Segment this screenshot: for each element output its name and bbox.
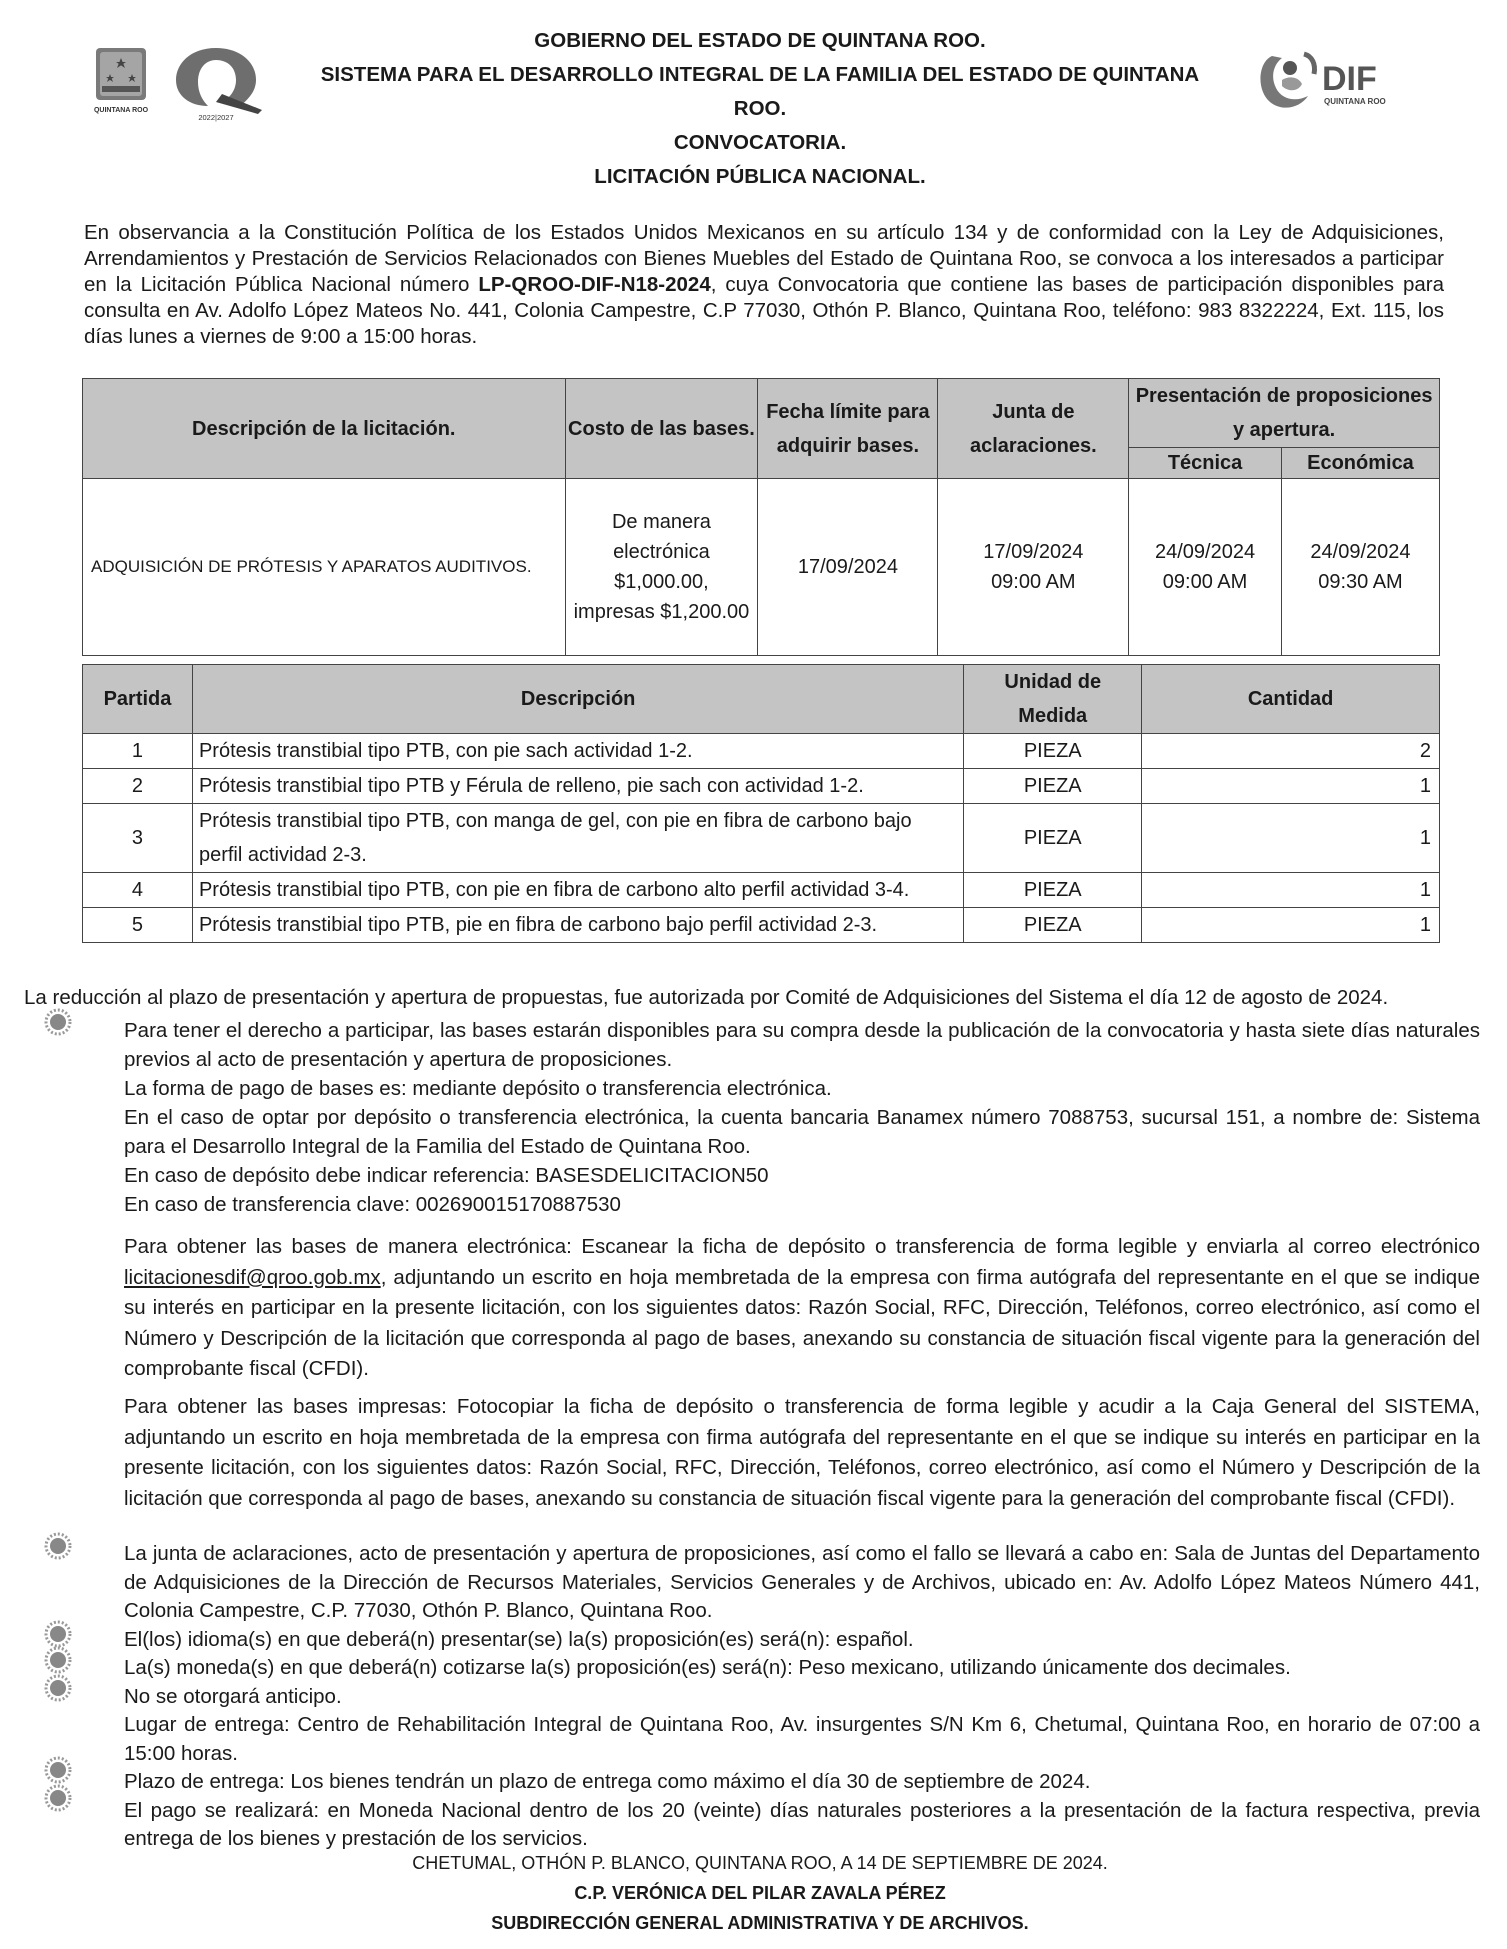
document-footer xyxy=(250,1848,1270,1938)
tecnica-fecha: 24/09/2024 xyxy=(1155,541,1256,563)
condition-item: No se otorgará anticipo. xyxy=(124,1684,342,1708)
partida-unit: PIEZA xyxy=(964,769,1142,804)
cell-fecha-limite: 17/09/2024 xyxy=(758,479,938,656)
partida-quantity: 1 xyxy=(1142,873,1440,908)
partida-number: 3 xyxy=(83,804,193,873)
table-row xyxy=(83,908,1440,943)
state-seal-logo xyxy=(88,38,154,120)
header-line-4: CONVOCATORIA. xyxy=(673,131,847,154)
stamp-mark-icon xyxy=(44,1674,72,1702)
header-line-2: SISTEMA PARA EL DESARROLLO INTEGRAL DE LA FAMILIA DEL ESTADO DE QUINTANA xyxy=(320,63,1200,86)
stamp-mark-icon xyxy=(44,1756,72,1784)
dif-caption: QUINTANA ROO xyxy=(1324,97,1386,106)
condition-item: La junta de aclaraciones, acto de presentación y apertura de proposiciones, así como el fallo se llevará a cabo en: Sala de Juntas del Departamento de Adquisiciones de la Dirección de Recursos Materiales, Servicios Generales y de Archivos, ubicado en: Av. Adolfo López Mateos Número 441, Colonia Campestre, C.P. 77030, Othón P. Blanco, Quintana Roo. xyxy=(124,1542,1480,1622)
cell-descripcion: ADQUISICIÓN DE PRÓTESIS Y APARATOS AUDITIVOS. xyxy=(83,479,566,656)
header-line-1: GOBIERNO DEL ESTADO DE QUINTANA ROO. xyxy=(534,29,986,52)
stamp-mark-icon xyxy=(44,1008,72,1036)
conditions-block-1 xyxy=(124,1016,1480,1219)
table-row xyxy=(83,873,1440,908)
cell-economica xyxy=(1281,479,1439,656)
partida-description: Prótesis transtibial tipo PTB, con manga de gel, con pie en fibra de carbono bajo perfil actividad 2-3. xyxy=(192,804,963,873)
condition-item: Para tener el derecho a participar, las bases estarán disponibles para su compra desde la publicación de la convocatoria y hasta siete días naturales previos al acto de presentación y apertura de proposiciones. xyxy=(124,1019,1480,1071)
partida-number: 5 xyxy=(83,908,193,943)
col-header-junta: Junta de aclaraciones. xyxy=(938,379,1129,479)
col-header-descripcion: Descripción de la licitación. xyxy=(83,379,566,479)
conditions-block-2 xyxy=(124,1540,1480,1854)
document-header xyxy=(280,24,1240,194)
electronic-bases-paragraph xyxy=(124,1232,1480,1385)
partida-description: Prótesis transtibial tipo PTB, pie en fibra de carbono bajo perfil actividad 2-3. xyxy=(192,908,963,943)
header-line-5: LICITACIÓN PÚBLICA NACIONAL. xyxy=(594,165,926,188)
partida-quantity: 2 xyxy=(1142,734,1440,769)
printed-bases-paragraph: Para obtener las bases impresas: Fotocopiar la ficha de depósito o transferencia de forma legible y acudir a la Caja General del SISTEMA, adjuntando un escrito en hoja membretada de la empresa con firma autógrafa del representante en el que se indique su interés en participar en la presente licitación, con los siguientes datos: Razón Social, RFC, Dirección, Teléfonos, correo electrónico, así como el Número y Descripción de la licitación que corresponda al pago de bases, anexando su constancia de situación fiscal vigente para la generación del comprobante fiscal (CFDI). xyxy=(124,1395,1480,1510)
condition-item: El pago se realizará: en Moneda Nacional dentro de los 20 (veinte) días naturales posteriores a la presentación de la factura respectiva, previa entrega de los bienes y prestación de los servicios. xyxy=(124,1798,1480,1850)
col-header-tecnica: Técnica xyxy=(1129,448,1282,479)
economica-hora: 09:30 AM xyxy=(1318,571,1403,593)
partida-description: Prótesis transtibial tipo PTB, con pie en fibra de carbono alto perfil actividad 3-4. xyxy=(192,873,963,908)
partida-number: 4 xyxy=(83,873,193,908)
junta-fecha: 17/09/2024 xyxy=(983,541,1084,563)
footer-place-date: CHETUMAL, OTHÓN P. BLANCO, QUINTANA ROO, A 14 DE SEPTIEMBRE DE 2024. xyxy=(412,1853,1108,1873)
intro-paragraph xyxy=(84,220,1444,350)
partida-quantity: 1 xyxy=(1142,769,1440,804)
junta-hora: 09:00 AM xyxy=(991,571,1076,593)
cell-costo: De manera electrónica $1,000.00, impresas $1,200.00 xyxy=(565,479,758,656)
footer-signer: C.P. VERÓNICA DEL PILAR ZAVALA PÉREZ xyxy=(574,1883,946,1903)
col-header-economica: Económica xyxy=(1281,448,1439,479)
condition-item: Lugar de entrega: Centro de Rehabilitación Integral de Quintana Roo, Av. insurgentes S/N Km 6, Chetumal, Quintana Roo, en horario de 07:00 a 15:00 horas. xyxy=(124,1713,1480,1765)
partida-unit: PIEZA xyxy=(964,873,1142,908)
intro-text-1: En observancia a la Constitución Política de los Estados Unidos Mexicanos en su artículo 134 y de conformidad con la Ley de Adquisiciones, Arrendamientos y Prestación de Servicios Relacionados con Bienes Muebles del Estado de Quintana Roo, se convoca a los interesados a participar en la Licitación Pública Nacional número xyxy=(84,221,1444,296)
col-header-cantidad: Cantidad xyxy=(1142,665,1440,734)
economica-fecha: 24/09/2024 xyxy=(1310,541,1411,563)
col-header-partida: Partida xyxy=(83,665,193,734)
email-link[interactable]: licitacionesdif@qroo.gob.mx xyxy=(124,1265,381,1289)
partida-quantity: 1 xyxy=(1142,908,1440,943)
reduction-notice: La reducción al plazo de presentación y apertura de propuestas, fue autorizada por Comité de Adquisiciones del Sistema el día 12 de agosto de 2024. xyxy=(24,986,1389,1009)
cell-tecnica xyxy=(1129,479,1282,656)
condition-item: El(los) idioma(s) en que deberá(n) presentar(se) la(s) proposición(es) será(n): español. xyxy=(124,1627,914,1651)
dif-logo xyxy=(1252,46,1412,122)
dif-wordmark: DIF xyxy=(1322,60,1377,98)
q-logo xyxy=(166,40,266,122)
header-line-3: ROO. xyxy=(733,97,787,120)
licitacion-number: LP-QROO-DIF-N18-2024 xyxy=(478,273,711,296)
partida-unit: PIEZA xyxy=(964,804,1142,873)
partida-number: 1 xyxy=(83,734,193,769)
electronic-text-1: Para obtener las bases de manera electrónica: Escanear la ficha de depósito o transferencia de forma legible y enviarla al correo electrónico xyxy=(124,1235,1480,1258)
licitacion-summary-table xyxy=(82,378,1440,656)
condition-item: La(s) moneda(s) en que deberá(n) cotizarse la(s) proposición(es) será(n): Peso mexicano, utilizando únicamente dos decimales. xyxy=(124,1656,1291,1679)
stamp-mark-icon xyxy=(44,1532,72,1560)
stamp-mark-icon xyxy=(44,1784,72,1812)
table-row xyxy=(83,479,1440,656)
partida-description: Prótesis transtibial tipo PTB y Férula de relleno, pie sach con actividad 1-2. xyxy=(192,769,963,804)
condition-item: En el caso de optar por depósito o transferencia electrónica, la cuenta bancaria Banamex número 7088753, sucursal 151, a nombre de: Sistema para el Desarrollo Integral de la Familia del Estado de Quintana Roo. xyxy=(124,1106,1480,1158)
table-row xyxy=(83,769,1440,804)
partidas-table xyxy=(82,664,1440,943)
partida-number: 2 xyxy=(83,769,193,804)
col-header-fecha-limite: Fecha límite para adquirir bases. xyxy=(758,379,938,479)
partida-quantity: 1 xyxy=(1142,804,1440,873)
partida-unit: PIEZA xyxy=(964,908,1142,943)
footer-department: SUBDIRECCIÓN GENERAL ADMINISTRATIVA Y DE ARCHIVOS. xyxy=(491,1913,1029,1933)
col-header-costo: Costo de las bases. xyxy=(565,379,758,479)
col-header-presentacion: Presentación de proposiciones y apertura. xyxy=(1129,379,1440,448)
col-header-unidad: Unidad de Medida xyxy=(964,665,1142,734)
stamp-mark-icon xyxy=(44,1620,72,1648)
stamp-mark-icon xyxy=(44,1646,72,1674)
cell-junta xyxy=(938,479,1129,656)
condition-item: En caso de depósito debe indicar referencia: BASESDELICITACION50 xyxy=(124,1164,769,1187)
tecnica-hora: 09:00 AM xyxy=(1162,571,1248,593)
partida-description: Prótesis transtibial tipo PTB, con pie sach actividad 1-2. xyxy=(192,734,963,769)
condition-item: En caso de transferencia clave: 002690015170887530 xyxy=(124,1193,621,1216)
condition-item: La forma de pago de bases es: mediante depósito o transferencia electrónica. xyxy=(124,1077,832,1100)
seal-caption: QUINTANA ROO xyxy=(93,107,149,114)
table-row xyxy=(83,734,1440,769)
condition-item: Plazo de entrega: Los bienes tendrán un plazo de entrega como máximo el día 30 de septiembre de 2024. xyxy=(124,1770,1091,1793)
table-row xyxy=(83,804,1440,873)
intro-text-2: , cuya Convocatoria que contiene las bases de participación disponibles para consulta en Av. Adolfo López Mateos No. 441, Colonia Campestre, C.P 77030, Othón P. Blanco, Quintana Roo, teléfono: 983 8322224, Ext. 115, los días lunes a viernes de 9:00 a 15:00 horas. xyxy=(84,273,1445,348)
partida-unit: PIEZA xyxy=(964,734,1142,769)
q-caption: 2022|2027 xyxy=(198,113,234,122)
col-header-descripcion-partida: Descripción xyxy=(192,665,963,734)
electronic-text-2: , adjuntando un escrito en hoja membretada de la empresa con firma autógrafa del representante en el que se indique su interés en participar en la presente licitación, con los siguientes datos: Razón Social, RFC, Dirección, Teléfonos, correo electrónico, así como el Número y Descripción de la licitación que corresponda al pago de bases, anexando su constancia de situación fiscal vigente para la generación del comprobante fiscal (CFDI). xyxy=(124,1265,1480,1380)
